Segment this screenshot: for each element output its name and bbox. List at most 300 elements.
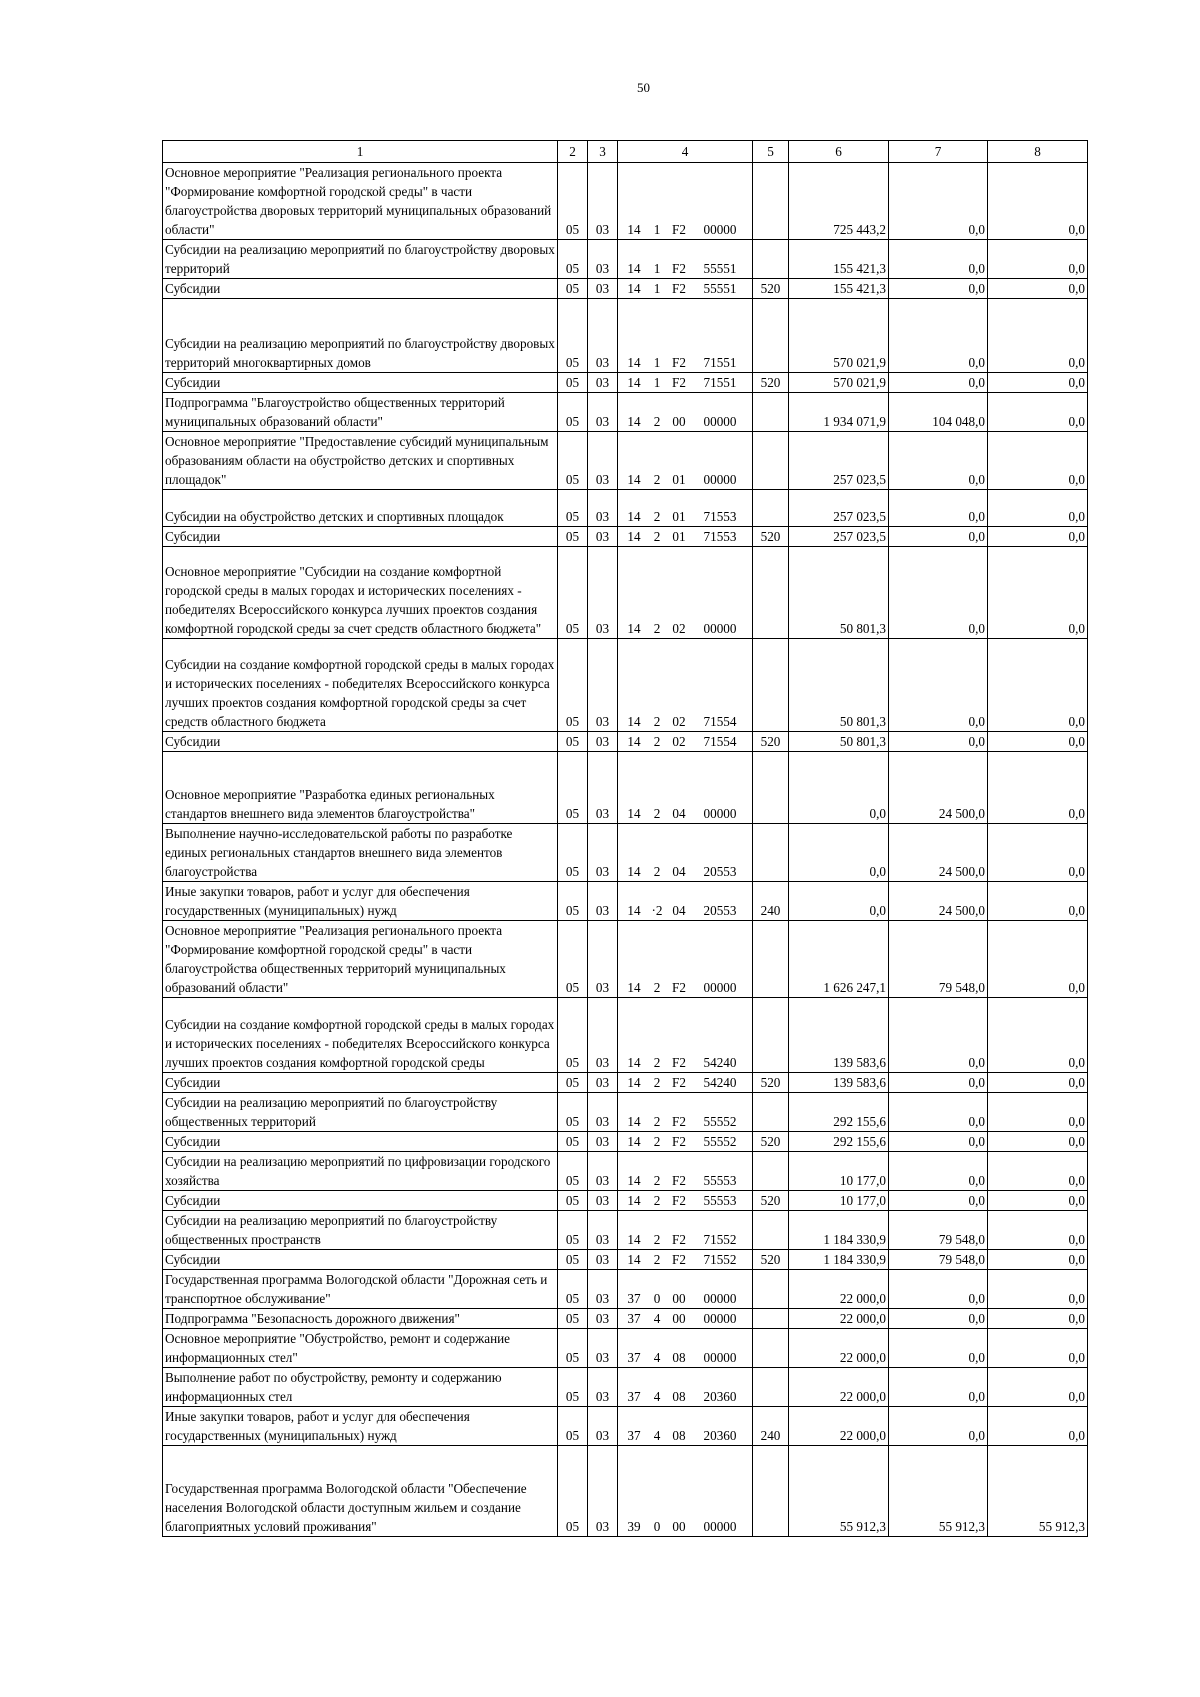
amount-year-1: 725 443,2 [789,163,889,240]
subsection-code: 03 [588,240,618,279]
subsection-code: 03 [588,1211,618,1250]
target-article-parts [618,412,752,431]
expense-type-code: 520 [753,1250,789,1270]
target-article-t3: 08 [672,1389,686,1404]
target-article-t4: 00000 [703,1291,737,1306]
amount-year-2: 0,0 [889,1093,988,1132]
target-article-t1: 14 [627,472,641,487]
target-article-t4: 55553 [703,1193,737,1208]
target-article-t2: 4 [653,1350,661,1365]
target-article-code [618,921,753,998]
target-article-t4: 71552 [703,1252,737,1267]
target-article-t3: F2 [672,980,686,995]
section-code: 05 [558,547,588,639]
target-article-parts [618,1112,752,1131]
amount-year-3: 0,0 [988,1152,1088,1191]
expense-type-code [753,1446,789,1537]
section-code: 05 [558,490,588,527]
target-article-t4: 71551 [703,355,737,370]
table-row [163,921,1088,998]
target-article-t4: 00000 [703,806,737,821]
target-article-t1: 14 [627,1193,641,1208]
row-name: Субсидии [163,279,558,299]
section-code: 05 [558,824,588,882]
target-article-parts [618,1348,752,1367]
target-article-t4: 00000 [703,1350,737,1365]
subsection-code: 03 [588,752,618,824]
amount-year-2: 0,0 [889,732,988,752]
target-article-t1: 14 [627,980,641,995]
expense-type-code [753,1329,789,1368]
target-article-parts [618,507,752,526]
amount-year-2: 0,0 [889,527,988,547]
target-article-t3: F2 [672,1193,686,1208]
target-article-t4: 54240 [703,1075,737,1090]
target-article-t1: 37 [627,1389,641,1404]
row-name: Субсидии на создание комфортной городской среды в малых городах и исторических поселениях - победителях Всероссийского конкурса лучших проектов создания комфортной городской среды [163,998,558,1073]
target-article-t3: 01 [672,509,686,524]
expense-type-code: 520 [753,527,789,547]
table-row [163,1250,1088,1270]
subsection-code: 03 [588,1407,618,1446]
amount-year-1: 257 023,5 [789,527,889,547]
target-article-code [618,824,753,882]
amount-year-1: 1 184 330,9 [789,1211,889,1250]
amount-year-2: 0,0 [889,1191,988,1211]
target-article-t1: 14 [627,529,641,544]
expense-type-code [753,432,789,490]
subsection-code: 03 [588,1191,618,1211]
amount-year-2: 0,0 [889,1152,988,1191]
target-article-t2: 2 [653,980,661,995]
section-code: 05 [558,998,588,1073]
subsection-code: 03 [588,921,618,998]
amount-year-2: 0,0 [889,1329,988,1368]
amount-year-1: 1 626 247,1 [789,921,889,998]
target-article-code [618,1211,753,1250]
target-article-parts [618,353,752,372]
row-name: Субсидии на реализацию мероприятий по благоустройству дворовых территорий многоквартирных домов [163,299,558,373]
row-name: Субсидии [163,1132,558,1152]
subsection-code: 03 [588,639,618,732]
target-article-t1: 14 [627,806,641,821]
table-row [163,393,1088,432]
target-article-parts [618,901,752,920]
target-article-t4: 00000 [703,472,737,487]
col-header: 6 [789,141,889,163]
target-article-t3: F2 [672,1055,686,1070]
target-article-code [618,1093,753,1132]
target-article-t1: 14 [627,261,641,276]
expense-type-code [753,299,789,373]
subsection-code: 03 [588,527,618,547]
target-article-parts [618,1171,752,1190]
target-article-code [618,1250,753,1270]
target-article-t4: 00000 [703,222,737,237]
table-row [163,1309,1088,1329]
target-article-t1: 14 [627,903,641,918]
amount-year-2: 24 500,0 [889,824,988,882]
section-code: 05 [558,1368,588,1407]
target-article-t3: F2 [672,1252,686,1267]
amount-year-2: 0,0 [889,240,988,279]
amount-year-1: 155 421,3 [789,279,889,299]
target-article-t2: 4 [653,1428,661,1443]
subsection-code: 03 [588,279,618,299]
target-article-code [618,639,753,732]
amount-year-3: 0,0 [988,921,1088,998]
amount-year-2: 0,0 [889,1132,988,1152]
amount-year-1: 10 177,0 [789,1152,889,1191]
table-row [163,1211,1088,1250]
target-article-t1: 37 [627,1350,641,1365]
amount-year-1: 10 177,0 [789,1191,889,1211]
target-article-t2: 2 [653,806,661,821]
col-header: 1 [163,141,558,163]
subsection-code: 03 [588,1329,618,1368]
target-article-t2: 0 [653,1291,661,1306]
subsection-code: 03 [588,432,618,490]
target-article-t4: 71553 [703,529,737,544]
target-article-t2: 2 [653,472,661,487]
target-article-t1: 14 [627,1252,641,1267]
target-article-t3: 04 [672,806,686,821]
target-article-t3: 02 [672,621,686,636]
row-name: Субсидии на создание комфортной городской среды в малых городах и исторических поселениях - победителях Всероссийского конкурса лучших проектов создания комфортной городской среды за счет средств областного бюджета [163,639,558,732]
target-article-t2: 1 [653,281,661,296]
row-name: Выполнение научно-исследовательской работы по разработке единых региональных стандартов внешнего вида элементов благоустройства [163,824,558,882]
target-article-t1: 14 [627,281,641,296]
amount-year-1: 0,0 [789,824,889,882]
row-name: Субсидии [163,732,558,752]
target-article-t3: F2 [672,281,686,296]
target-article-parts [618,712,752,731]
target-article-t2: 2 [653,714,661,729]
section-code: 05 [558,732,588,752]
table-row [163,998,1088,1073]
target-article-t2: 2 [653,529,661,544]
target-article-t1: 14 [627,714,641,729]
expense-type-code [753,752,789,824]
expense-type-code: 520 [753,1191,789,1211]
amount-year-3: 0,0 [988,163,1088,240]
amount-year-1: 570 021,9 [789,373,889,393]
target-article-t4: 20360 [703,1428,737,1443]
expense-type-code [753,1152,789,1191]
expense-type-code: 240 [753,1407,789,1446]
subsection-code: 03 [588,1309,618,1329]
target-article-code [618,299,753,373]
target-article-code [618,1073,753,1093]
target-article-t1: 37 [627,1311,641,1326]
target-article-code [618,1368,753,1407]
section-code: 05 [558,1211,588,1250]
amount-year-2: 0,0 [889,432,988,490]
amount-year-3: 0,0 [988,1329,1088,1368]
amount-year-2: 0,0 [889,1368,988,1407]
target-article-parts [618,1309,752,1328]
amount-year-2: 24 500,0 [889,752,988,824]
section-code: 05 [558,1132,588,1152]
expense-type-code [753,1211,789,1250]
target-article-t3: 00 [672,1519,686,1534]
amount-year-3: 0,0 [988,824,1088,882]
subsection-code: 03 [588,393,618,432]
target-article-parts [618,1191,752,1210]
target-article-t4: 20360 [703,1389,737,1404]
amount-year-2: 0,0 [889,1407,988,1446]
target-article-t3: F2 [672,1075,686,1090]
target-article-parts [618,1230,752,1249]
target-article-t3: F2 [672,261,686,276]
amount-year-3: 0,0 [988,1191,1088,1211]
row-name: Субсидии на реализацию мероприятий по благоустройству общественных пространств [163,1211,558,1250]
amount-year-2: 0,0 [889,1073,988,1093]
target-article-parts [618,373,752,392]
target-article-t3: 00 [672,414,686,429]
section-code: 05 [558,527,588,547]
target-article-t4: 00000 [703,980,737,995]
target-article-code [618,432,753,490]
target-article-parts [618,259,752,278]
section-code: 05 [558,299,588,373]
target-article-t3: F2 [672,222,686,237]
target-article-code [618,547,753,639]
amount-year-3: 0,0 [988,547,1088,639]
target-article-t2: 2 [653,621,661,636]
row-name: Субсидии [163,1191,558,1211]
amount-year-3: 0,0 [988,1211,1088,1250]
target-article-code [618,373,753,393]
section-code: 05 [558,1250,588,1270]
table-row [163,1093,1088,1132]
expense-type-code: 240 [753,882,789,921]
table-row [163,1191,1088,1211]
subsection-code: 03 [588,1152,618,1191]
amount-year-1: 139 583,6 [789,998,889,1073]
row-name: Субсидии на реализацию мероприятий по благоустройству дворовых территорий [163,240,558,279]
amount-year-2: 0,0 [889,279,988,299]
amount-year-1: 570 021,9 [789,299,889,373]
amount-year-3: 0,0 [988,490,1088,527]
amount-year-1: 22 000,0 [789,1368,889,1407]
col-header: 3 [588,141,618,163]
target-article-t4: 20553 [703,864,737,879]
expense-type-code [753,1270,789,1309]
target-article-t4: 71554 [703,714,737,729]
subsection-code: 03 [588,1093,618,1132]
col-header: 5 [753,141,789,163]
row-name: Выполнение работ по обустройству, ремонту и содержанию информационных стел [163,1368,558,1407]
row-name: Субсидии на обустройство детских и спортивных площадок [163,490,558,527]
target-article-code [618,1446,753,1537]
section-code: 05 [558,1152,588,1191]
target-article-code [618,527,753,547]
section-code: 05 [558,393,588,432]
target-article-t4: 55553 [703,1173,737,1188]
amount-year-1: 139 583,6 [789,1073,889,1093]
amount-year-2: 104 048,0 [889,393,988,432]
expense-type-code [753,490,789,527]
amount-year-1: 50 801,3 [789,732,889,752]
subsection-code: 03 [588,1132,618,1152]
amount-year-2: 79 548,0 [889,1250,988,1270]
target-article-code [618,732,753,752]
subsection-code: 03 [588,1073,618,1093]
section-code: 05 [558,1073,588,1093]
amount-year-1: 22 000,0 [789,1309,889,1329]
target-article-code [618,1329,753,1368]
table-row [163,279,1088,299]
table-row [163,547,1088,639]
table-row [163,299,1088,373]
target-article-t2: 2 [653,1055,661,1070]
target-article-code [618,998,753,1073]
target-article-parts [618,1517,752,1536]
expense-type-code: 520 [753,373,789,393]
amount-year-3: 0,0 [988,1073,1088,1093]
target-article-t1: 14 [627,864,641,879]
table-row [163,163,1088,240]
amount-year-2: 79 548,0 [889,1211,988,1250]
row-name: Субсидии [163,527,558,547]
target-article-code [618,882,753,921]
target-article-parts [618,1250,752,1269]
target-article-t3: 08 [672,1428,686,1443]
target-article-parts [618,1426,752,1445]
amount-year-3: 55 912,3 [988,1446,1088,1537]
expense-type-code [753,393,789,432]
expense-type-code [753,1309,789,1329]
target-article-code [618,490,753,527]
col-header: 7 [889,141,988,163]
table-row [163,1446,1088,1537]
amount-year-2: 0,0 [889,490,988,527]
row-name: Основное мероприятие "Обустройство, ремонт и содержание информационных стел" [163,1329,558,1368]
expense-type-code [753,998,789,1073]
target-article-t2: 1 [653,375,661,390]
header-row [163,141,1088,163]
target-article-t3: 04 [672,903,686,918]
amount-year-1: 50 801,3 [789,639,889,732]
row-name: Основное мероприятие "Субсидии на создание комфортной городской среды в малых городах и исторических поселениях - победителях Всероссийского конкурса лучших проектов создания комфортной городской среды за счет средств областного бюджета" [163,547,558,639]
amount-year-1: 1 184 330,9 [789,1250,889,1270]
section-code: 05 [558,1407,588,1446]
target-article-t2: 4 [653,1311,661,1326]
table-row [163,1073,1088,1093]
subsection-code: 03 [588,299,618,373]
target-article-t2: 1 [653,355,661,370]
section-code: 05 [558,882,588,921]
subsection-code: 03 [588,1250,618,1270]
expense-type-code: 520 [753,279,789,299]
target-article-t1: 14 [627,1134,641,1149]
target-article-code [618,1152,753,1191]
subsection-code: 03 [588,824,618,882]
section-code: 05 [558,373,588,393]
target-article-parts [618,527,752,546]
section-code: 05 [558,639,588,732]
section-code: 05 [558,279,588,299]
target-article-parts [618,1073,752,1092]
target-article-t2: 2 [653,1193,661,1208]
target-article-t1: 14 [627,1232,641,1247]
target-article-t3: F2 [672,1114,686,1129]
target-article-t3: 02 [672,714,686,729]
table-row [163,240,1088,279]
target-article-parts [618,804,752,823]
subsection-code: 03 [588,1446,618,1537]
row-name: Государственная программа Вологодской области "Дорожная сеть и транспортное обслуживание" [163,1270,558,1309]
target-article-t1: 14 [627,1173,641,1188]
amount-year-1: 257 023,5 [789,432,889,490]
table-row [163,1152,1088,1191]
amount-year-1: 155 421,3 [789,240,889,279]
target-article-t1: 14 [627,621,641,636]
target-article-t3: 04 [672,864,686,879]
amount-year-3: 0,0 [988,240,1088,279]
target-article-t4: 55551 [703,261,737,276]
amount-year-3: 0,0 [988,639,1088,732]
table-row [163,1270,1088,1309]
row-name: Основное мероприятие "Разработка единых региональных стандартов внешнего вида элементов благоустройства" [163,752,558,824]
target-article-t2: 2 [653,1075,661,1090]
section-code: 05 [558,921,588,998]
row-name: Иные закупки товаров, работ и услуг для обеспечения государственных (муниципальных) нужд [163,1407,558,1446]
target-article-t1: 14 [627,222,641,237]
target-article-code [618,1407,753,1446]
table-row [163,432,1088,490]
section-code: 05 [558,1446,588,1537]
section-code: 05 [558,1270,588,1309]
expense-type-code [753,240,789,279]
row-name: Иные закупки товаров, работ и услуг для обеспечения государственных (муниципальных) нужд [163,882,558,921]
target-article-t2: 2 [653,1173,661,1188]
subsection-code: 03 [588,373,618,393]
target-article-parts [618,732,752,751]
target-article-t1: 14 [627,414,641,429]
amount-year-1: 292 155,6 [789,1093,889,1132]
target-article-parts [618,619,752,638]
budget-table [162,140,1088,1537]
target-article-t1: 37 [627,1428,641,1443]
amount-year-1: 0,0 [789,882,889,921]
target-article-t4: 71551 [703,375,737,390]
page-number: 50 [637,80,650,95]
row-name: Основное мероприятие "Предоставление субсидий муниципальным образованиям области на обустройство детских и спортивных площадок" [163,432,558,490]
subsection-code: 03 [588,1270,618,1309]
expense-type-code: 520 [753,1132,789,1152]
target-article-code [618,393,753,432]
target-article-t1: 14 [627,734,641,749]
target-article-t1: 39 [627,1519,641,1534]
amount-year-1: 0,0 [789,752,889,824]
amount-year-2: 0,0 [889,547,988,639]
amount-year-2: 0,0 [889,1270,988,1309]
table-row [163,1368,1088,1407]
amount-year-3: 0,0 [988,998,1088,1073]
row-name: Государственная программа Вологодской области "Обеспечение населения Вологодской области доступным жильем и создание благоприятных условий проживания" [163,1446,558,1537]
target-article-t2: 0 [653,1519,661,1534]
amount-year-3: 0,0 [988,527,1088,547]
amount-year-3: 0,0 [988,1309,1088,1329]
amount-year-2: 0,0 [889,998,988,1073]
expense-type-code [753,163,789,240]
target-article-t2: 2 [653,509,661,524]
row-name: Субсидии [163,373,558,393]
row-name: Субсидии [163,1250,558,1270]
target-article-t3: 01 [672,529,686,544]
